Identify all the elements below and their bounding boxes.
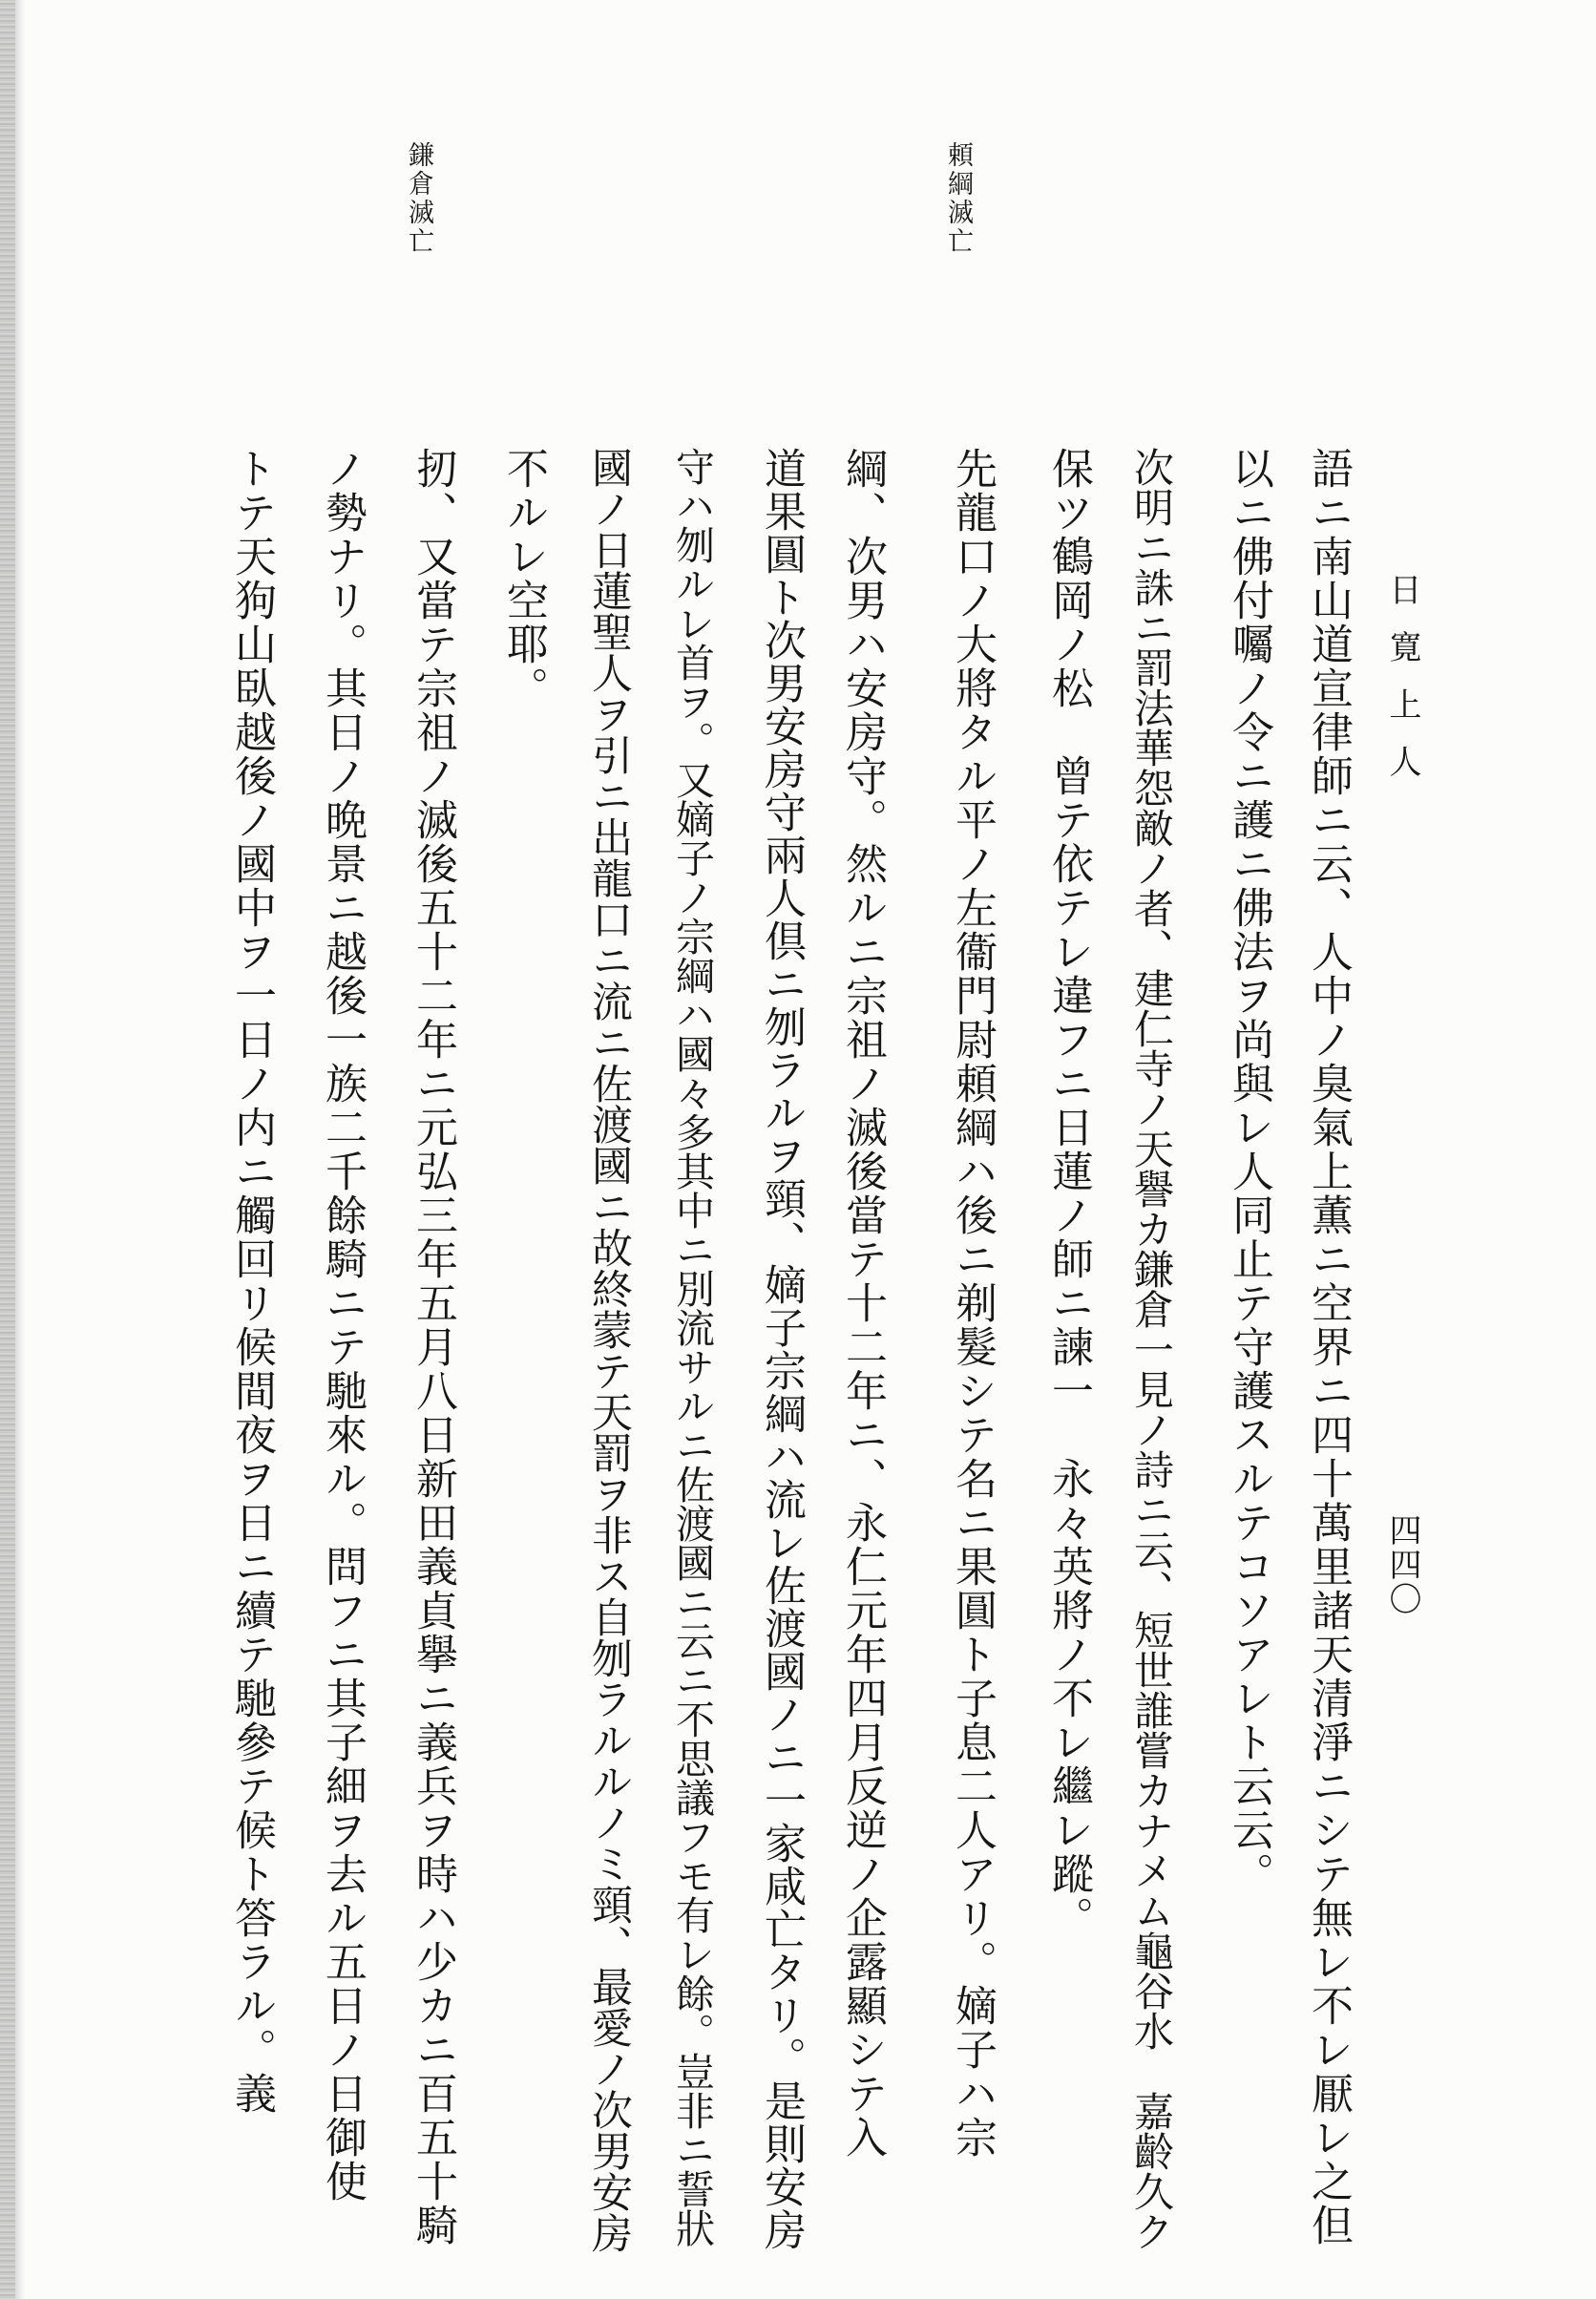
- body-line-9: 國ノ日蓮聖人ヲ引ニ出龍口ニ流ニ佐渡國ニ故終蒙テ天罰ヲ非ス自刎ラルルノミ頸、最愛ノ次男安房: [585, 447, 633, 2253]
- body-line-13: トテ天狗山臥越後ノ國中ヲ一日ノ内ニ觸回リ候間夜ヲ日ニ續テ馳參テ候ト答ラル。義: [227, 447, 276, 2116]
- page-number: 四四〇: [1383, 1513, 1421, 1616]
- body-line-7: 道果圓ト次男安房守兩人倶ニ刎ラルヲ頸、嫡子宗綱ハ流レ佐渡國ノニ一家咸亡タリ。是則安房: [757, 447, 806, 2251]
- side-heading-yoritsuna: 頼綱滅亡: [943, 141, 973, 256]
- body-line-10: 不ルレ空耶。: [499, 447, 548, 710]
- body-line-4: 保ツ鶴岡ノ松 曾テ依テレ違フニ日蓮ノ師ニ諫一 永々英將ノ不レ繼レ蹤。: [1044, 447, 1093, 1940]
- body-line-6: 綱、次男ハ安房守。然ルニ宗祖ノ滅後當テ十二年ニ、永仁元年四月反逆ノ企露顯シテ入: [838, 447, 887, 2160]
- body-line-5: 先龍口ノ大將タル平ノ左衞門尉頼綱ハ後ニ剃髮シテ名ニ果圓ト子息二人アリ。嫡子ハ宗: [948, 447, 997, 2160]
- body-line-2: 以ニ佛付囑ノ令ニ護ニ佛法ヲ尚與レ人同止テ守護スルテコソアレト云云。: [1225, 447, 1273, 1896]
- body-line-12: ノ勢ナリ。其日ノ晩景ニ越後一族二千餘騎ニテ馳來ル。問フニ其子細ヲ去ル五日ノ日御使: [318, 447, 367, 2204]
- scan-gutter-shadow: [15, 0, 25, 2299]
- body-line-1: 語ニ南山道宣律師ニ云、人中ノ臭氣上薫ニ空界ニ四十萬里諸天清淨ニシテ無レ不レ厭レ之但: [1304, 447, 1353, 2247]
- body-line-11: 扨、又當テ宗祖ノ滅後五十二年ニ元弘三年五月八日新田義貞擧ニ義兵ヲ時ハ少カニ百五十騎: [409, 447, 457, 2247]
- body-line-8: 守ハ刎ルレ首ヲ。又嫡子ノ宗綱ハ國々多其中ニ別流サルニ佐渡國ニ云ニ不思議フモ有レ餘。豈非ニ誓狀: [669, 447, 715, 2247]
- running-title: 日寛上人: [1383, 573, 1421, 802]
- body-line-3: 次明ニ誅ニ罰法華怨敵ノ者、建仁寺ノ天譽カ鎌倉一見ノ詩ニ云、短世誰嘗カナメム龜谷水 嘉齡久ク: [1128, 447, 1175, 2251]
- scan-gutter-edge: [0, 0, 15, 2299]
- side-heading-kamakura: 鎌倉滅亡: [404, 141, 433, 256]
